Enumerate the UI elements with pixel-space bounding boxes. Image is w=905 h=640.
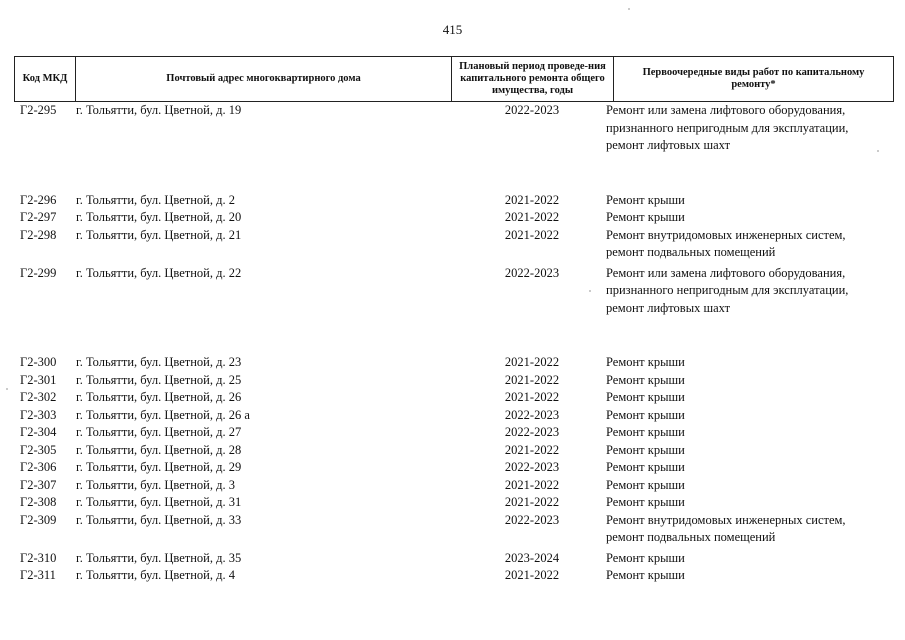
table-row xyxy=(0,354,905,372)
row-address: г. Тольятти, бул. Цветной, д. 29 xyxy=(76,460,242,474)
row-code: Г2-300 xyxy=(20,355,57,369)
table-row xyxy=(0,102,905,155)
row-address: г. Тольятти, бул. Цветной, д. 4 xyxy=(76,568,235,582)
row-period: 2022-2023 xyxy=(504,265,560,280)
row-code: Г2-302 xyxy=(20,390,57,404)
row-code: Г2-305 xyxy=(20,442,57,457)
row-address: г. Тольятти, бул. Цветной, д. 26 а xyxy=(76,407,250,422)
row-period: 2021-2022 xyxy=(504,442,560,457)
header-works: Первоочередные виды работ по капитальному ремонту* xyxy=(614,57,894,101)
header-code: Код МКД xyxy=(14,57,76,101)
row-period: 2021-2022 xyxy=(504,210,560,224)
row-period: 2021-2022 xyxy=(504,192,560,207)
row-code: Г2-298 xyxy=(20,227,57,242)
row-code: Г2-299 xyxy=(20,265,57,280)
table-row xyxy=(0,265,905,318)
table-row xyxy=(0,442,905,460)
table-row xyxy=(0,389,905,407)
row-code: Г2-306 xyxy=(20,460,57,474)
table-row xyxy=(0,209,905,227)
row-address: г. Тольятти, бул. Цветной, д. 27 xyxy=(76,425,242,439)
row-works: Ремонт крыши xyxy=(606,460,685,474)
row-code: Г2-309 xyxy=(20,512,57,527)
row-works: Ремонт крыши xyxy=(606,192,685,207)
row-works: Ремонт крыши xyxy=(606,390,685,404)
row-works: Ремонт крыши xyxy=(606,442,685,457)
row-works: Ремонт внутридомовых инженерных систем, ремонт подвальных помещений xyxy=(606,227,846,259)
row-address: г. Тольятти, бул. Цветной, д. 22 xyxy=(76,265,242,280)
row-works: Ремонт крыши xyxy=(606,568,685,582)
row-period: 2021-2022 xyxy=(504,568,560,582)
row-code: Г2-307 xyxy=(20,477,57,492)
page-number: 415 xyxy=(442,22,463,37)
row-period: 2022-2023 xyxy=(504,460,560,474)
row-address: г. Тольятти, бул. Цветной, д. 33 xyxy=(76,512,242,527)
row-code: Г2-296 xyxy=(20,192,57,207)
row-period: 2022-2023 xyxy=(504,425,560,439)
table-row xyxy=(0,477,905,495)
row-code: Г2-310 xyxy=(20,550,57,565)
row-period: 2022-2023 xyxy=(504,407,560,422)
table-row xyxy=(0,407,905,425)
table-row xyxy=(0,567,905,585)
row-code: Г2-301 xyxy=(20,372,57,387)
row-period: 2021-2022 xyxy=(504,372,560,387)
row-address: г. Тольятти, бул. Цветной, д. 31 xyxy=(76,495,242,509)
row-code: Г2-304 xyxy=(20,425,57,439)
row-works: Ремонт крыши xyxy=(606,477,685,492)
row-works: Ремонт внутридомовых инженерных систем, ремонт подвальных помещений xyxy=(606,512,846,544)
row-period: 2021-2022 xyxy=(504,355,560,369)
row-period: 2021-2022 xyxy=(504,390,560,404)
table-row xyxy=(0,550,905,568)
table-row xyxy=(0,372,905,390)
scan-speck xyxy=(6,388,8,390)
row-code: Г2-311 xyxy=(20,568,56,582)
row-period: 2022-2023 xyxy=(504,512,560,527)
table-row xyxy=(0,227,905,262)
row-works: Ремонт крыши xyxy=(606,550,685,565)
table-row xyxy=(0,192,905,210)
row-code: Г2-295 xyxy=(20,103,57,117)
row-period: 2023-2024 xyxy=(504,550,560,565)
row-address: г. Тольятти, бул. Цветной, д. 26 xyxy=(76,390,242,404)
row-address: г. Тольятти, бул. Цветной, д. 25 xyxy=(76,372,242,387)
row-address: г. Тольятти, бул. Цветной, д. 2 xyxy=(76,192,235,207)
row-works: Ремонт или замена лифтового оборудования, признанного непригодным для эксплуатации, ремонт лифтовых шахт xyxy=(606,265,849,315)
table-row xyxy=(0,424,905,442)
row-works: Ремонт крыши xyxy=(606,425,685,439)
scan-speck xyxy=(589,290,591,292)
row-code: Г2-308 xyxy=(20,495,57,509)
scan-speck xyxy=(877,150,879,152)
table-body xyxy=(0,102,905,585)
row-works: Ремонт крыши xyxy=(606,495,685,509)
row-address: г. Тольятти, бул. Цветной, д. 21 xyxy=(76,227,242,242)
row-address: г. Тольятти, бул. Цветной, д. 35 xyxy=(76,550,242,565)
row-works: Ремонт или замена лифтового оборудования, признанного непригодным для эксплуатации, ремонт лифтовых шахт xyxy=(606,103,849,152)
row-address: г. Тольятти, бул. Цветной, д. 23 xyxy=(76,355,242,369)
row-address: г. Тольятти, бул. Цветной, д. 3 xyxy=(76,477,235,492)
row-works: Ремонт крыши xyxy=(606,407,685,422)
table-row xyxy=(0,459,905,477)
row-code: Г2-303 xyxy=(20,407,57,422)
table-row xyxy=(0,512,905,547)
row-works: Ремонт крыши xyxy=(606,355,685,369)
row-period: 2022-2023 xyxy=(504,103,560,117)
scan-speck xyxy=(628,8,630,10)
row-period: 2021-2022 xyxy=(504,227,560,242)
row-address: г. Тольятти, бул. Цветной, д. 28 xyxy=(76,442,242,457)
row-works: Ремонт крыши xyxy=(606,210,685,224)
header-address: Почтовый адрес многоквартирного дома xyxy=(76,57,452,101)
table-row xyxy=(0,494,905,512)
header-period: Плановый период проведе-ния капитального ремонта общего имущества, годы xyxy=(452,57,614,101)
row-code: Г2-297 xyxy=(20,210,57,224)
row-address: г. Тольятти, бул. Цветной, д. 19 xyxy=(76,103,242,117)
row-address: г. Тольятти, бул. Цветной, д. 20 xyxy=(76,210,242,224)
table-header xyxy=(14,56,894,102)
row-period: 2021-2022 xyxy=(504,495,560,509)
row-period: 2021-2022 xyxy=(504,477,560,492)
row-works: Ремонт крыши xyxy=(606,372,685,387)
